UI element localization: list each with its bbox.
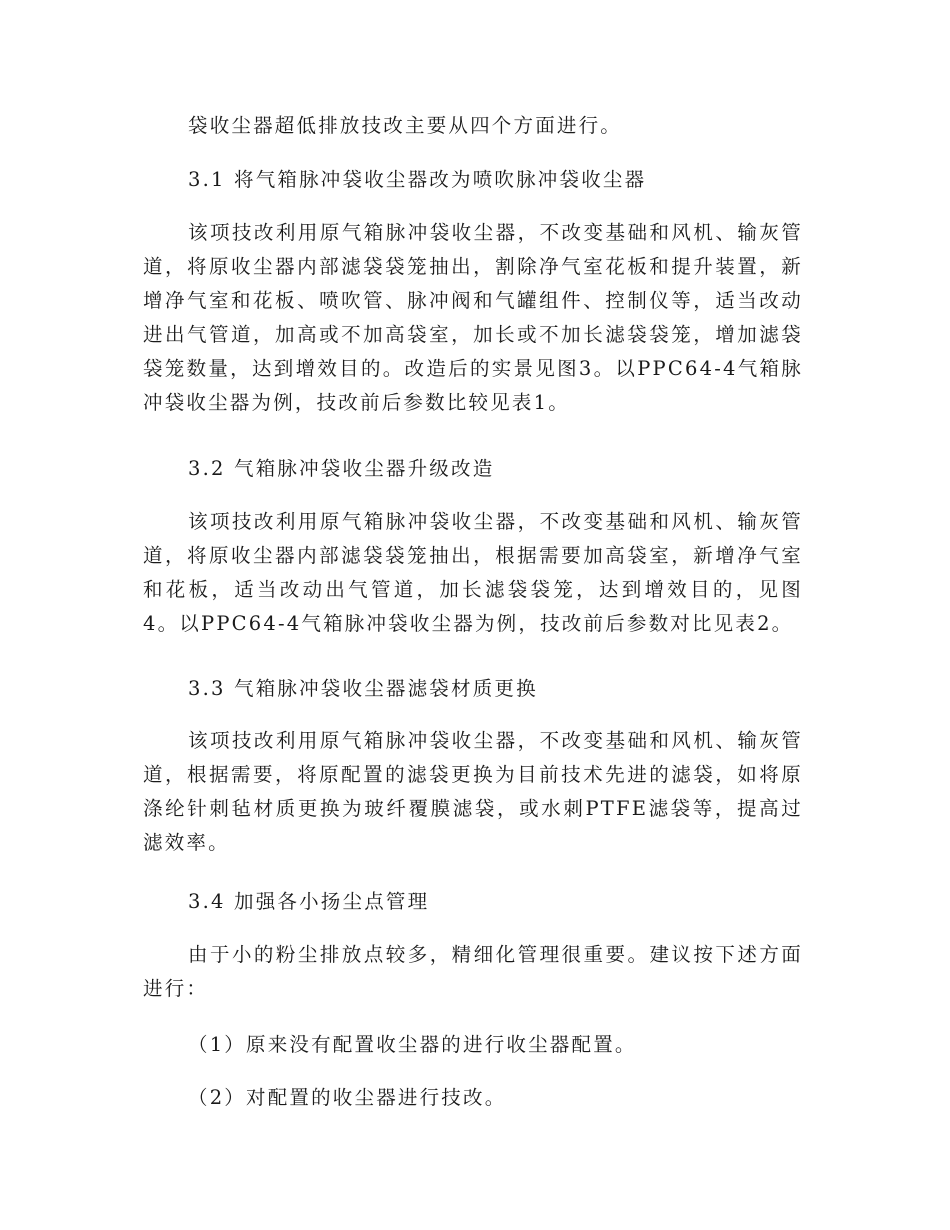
intro-paragraph: 袋收尘器超低排放技改主要从四个方面进行。 [188,114,623,137]
section-body-3-2: 该项技改利用原气箱脉冲袋收尘器，不改变基础和风机、输灰管道，将原收尘器内部滤袋袋笼抽出，根据需要加高袋室，新增净气室和花板，适当改动出气管道，加长滤袋袋笼，达到增效目的，见图4。以PPC64-4气箱脉冲袋收尘器为例，技改前后参数对比见表2。 [143,510,803,635]
section-heading-3-1: 3.1 将气箱脉冲袋收尘器改为喷吹脉冲袋收尘器 [188,168,647,191]
section-body-3-1: 该项技改利用原气箱脉冲袋收尘器，不改变基础和风机、输灰管道，将原收尘器内部滤袋袋笼抽出，割除净气室花板和提升装置，新增净气室和花板、喷吹管、脉冲阀和气罐组件、控制仪等，适当改动进出气管道，加高或不加高袋室，加长或不加长滤袋袋笼，增加滤袋袋笼数量，达到增效目的。改造后的实景见图3。以PPC64-4气箱脉冲袋收尘器为例，技改前后参数比较见表1。 [143,221,803,414]
section-heading-3-4: 3.4 加强各小扬尘点管理 [188,890,430,913]
section-body-3-3: 该项技改利用原气箱脉冲袋收尘器，不改变基础和风机、输灰管道，根据需要，将原配置的滤袋更换为目前技术先进的滤袋，如将原涤纶针刺毡材质更换为玻纤覆膜滤袋，或水刺PTFE滤袋等，提高过滤效率。 [143,729,803,854]
list-item-1: （1）原来没有配置收尘器的进行收尘器配置。 [188,1033,637,1056]
section-body-3-4: 由于小的粉尘排放点较多，精细化管理很重要。建议按下述方面进行： [143,943,803,1000]
list-item-2: （2）对配置的收尘器进行技改。 [188,1086,507,1109]
section-heading-3-2: 3.2 气箱脉冲袋收尘器升级改造 [188,457,495,480]
section-heading-3-3: 3.3 气箱脉冲袋收尘器滤袋材质更换 [188,677,538,700]
